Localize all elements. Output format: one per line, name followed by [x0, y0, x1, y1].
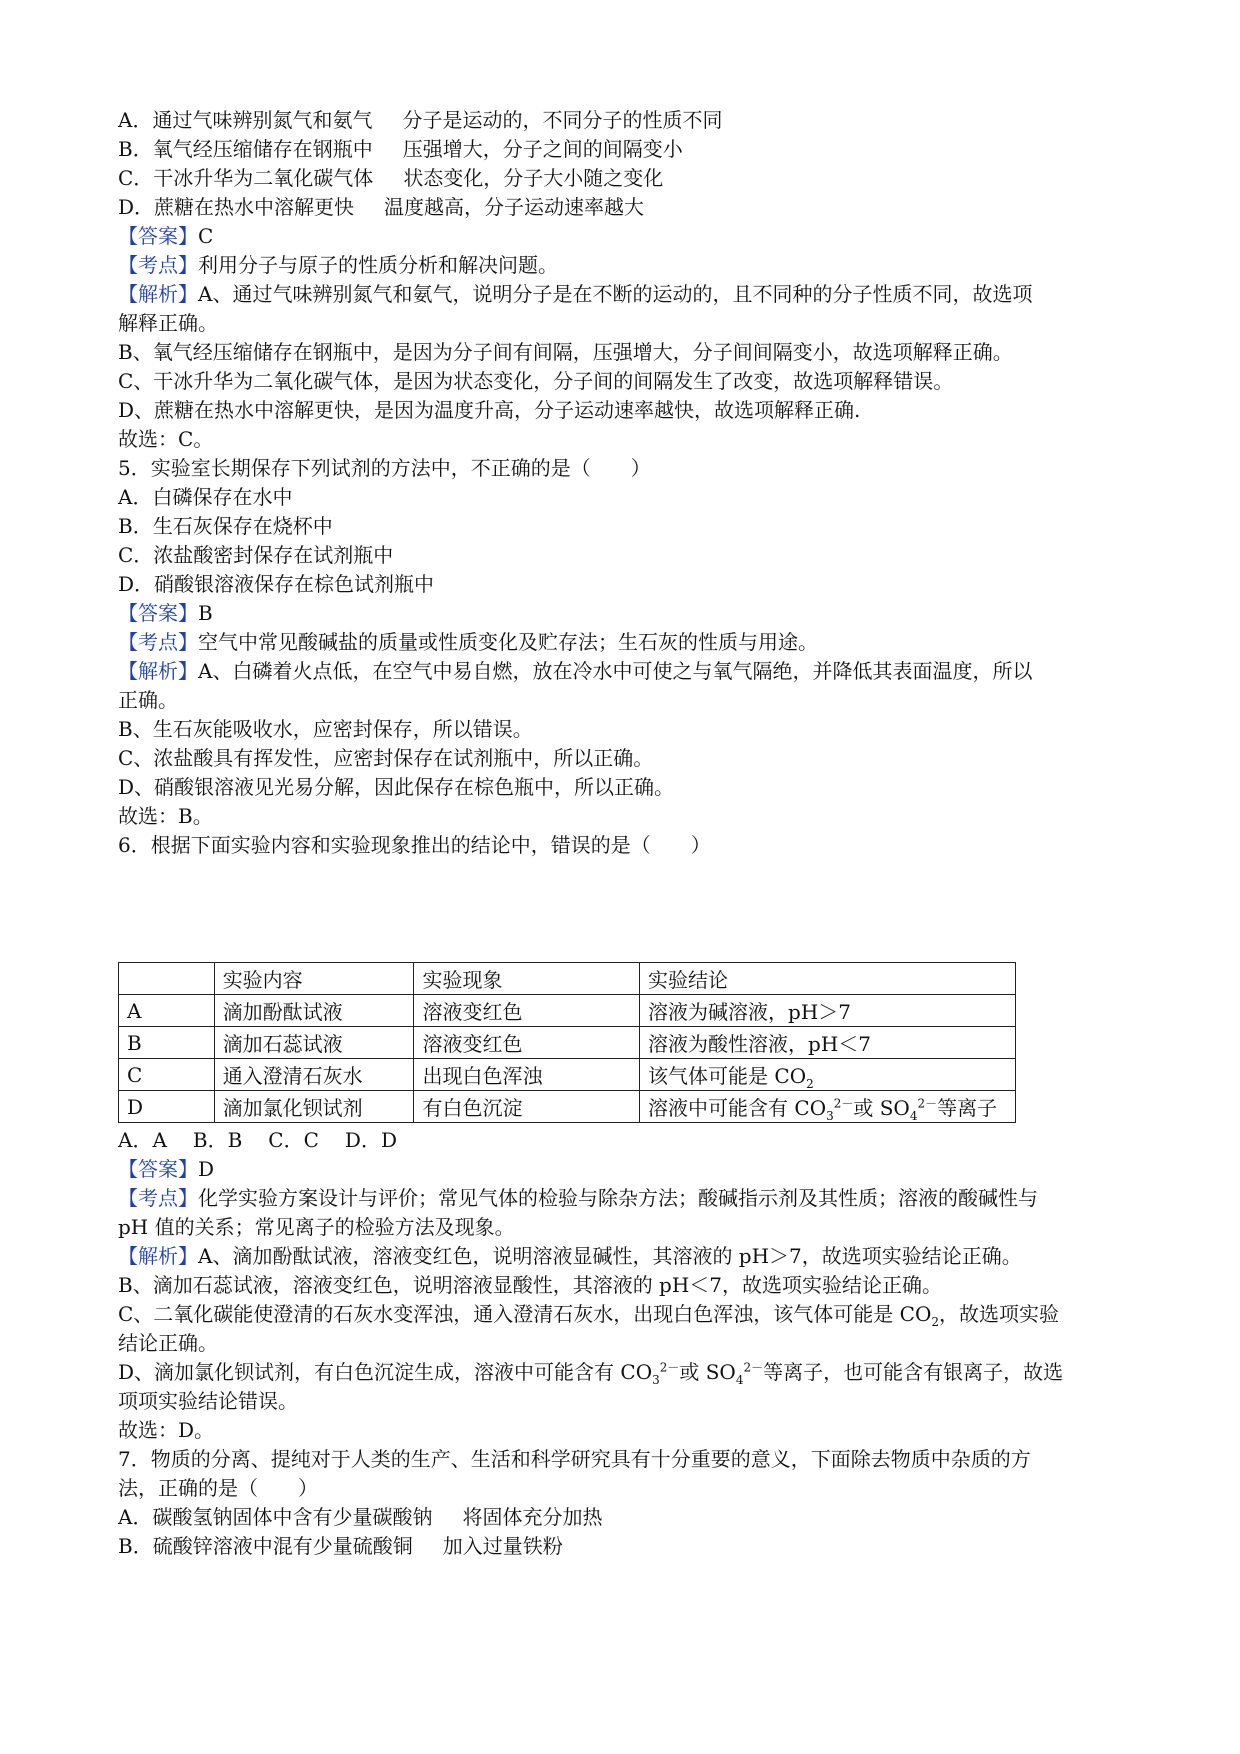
q6-analysis-a: [118, 1242, 1022, 1270]
formula-text: 溶液中可能含有 CO: [648, 1096, 827, 1120]
analysis-text: 等离子，也可能含有银离子，故选: [763, 1360, 1064, 1384]
table-cell-phenomenon: 出现白色浑浊: [414, 1059, 640, 1091]
q5-conclusion: 故选：B。: [118, 804, 213, 828]
table-cell-option: B: [119, 1027, 215, 1059]
choice: D．D: [344, 1128, 397, 1152]
table-row: [119, 1027, 1016, 1059]
q7-stem: 7．物质的分离、提纯对于人类的生产、生活和科学研究具有十分重要的意义，下面除去物质中杂质的方: [118, 1447, 1031, 1471]
analysis-text: 或 SO: [679, 1360, 736, 1384]
table-cell-phenomenon: 有白色沉淀: [414, 1091, 640, 1123]
point-tag: 【考点】: [118, 630, 198, 654]
q5-analysis-d: D、硝酸银溶液见光易分解，因此保存在棕色瓶中，所以正确。: [118, 775, 675, 799]
answer-value: D: [198, 1157, 215, 1181]
table-row: [119, 1059, 1016, 1091]
table-cell-phenomenon: 溶液变红色: [414, 1027, 640, 1059]
choice: C．C: [268, 1128, 319, 1152]
q7-option-b: [118, 1532, 563, 1560]
analysis-text: A、白磷着火点低，在空气中易自燃，放在冷水中可使之与氧气隔绝，并降低其表面温度，所以: [198, 659, 1033, 683]
formula-text: 等离子: [937, 1096, 998, 1120]
superscript: 2－: [659, 1360, 680, 1375]
table-cell-content: 滴加酚酞试液: [214, 995, 414, 1027]
q6-analysis-d-cont: 项项实验结论错误。: [118, 1389, 298, 1413]
q6-stem: 6．根据下面实验内容和实验现象推出的结论中，错误的是（ ）: [118, 833, 711, 857]
option-explanation: 分子是运动的，不同分子的性质不同: [402, 108, 723, 132]
q6-conclusion: 故选：D。: [118, 1418, 215, 1442]
table-cell-option: A: [119, 995, 215, 1027]
analysis-text: A、滴加酚酞试液，溶液变红色，说明溶液显碱性，其溶液的 pH＞7，故选项实验结论正确。: [198, 1244, 1022, 1268]
point-text: 空气中常见酸碱盐的质量或性质变化及贮存法；生石灰的性质与用途。: [198, 630, 818, 654]
q7-stem-cont: 法，正确的是（ ）: [118, 1476, 318, 1500]
q6-point-cont: pH 值的关系；常见离子的检验方法及现象。: [118, 1215, 515, 1239]
q6-analysis-b: B、滴加石蕊试液，溶液变红色，说明溶液显酸性，其溶液的 pH＜7，故选项实验结论正确。: [118, 1273, 943, 1297]
subscript: 4: [735, 1373, 744, 1387]
analysis-text: A、通过气味辨别氮气和氨气，说明分子是在不断的运动的，且不同种的分子性质不同，故选项: [198, 282, 1033, 306]
table-header-cell: 实验现象: [414, 963, 640, 995]
experiment-table: [118, 962, 1016, 1123]
subscript: 3: [652, 1373, 660, 1387]
table-cell-conclusion: [640, 1059, 1016, 1091]
subscript: 4: [909, 1109, 918, 1123]
superscript: 2－: [743, 1360, 764, 1375]
point-text: 化学实验方案设计与评价；常见气体的检验与除杂方法；酸碱指示剂及其性质；溶液的酸碱性与: [198, 1186, 1038, 1210]
option-label: C．干冰升华为二氧化碳气体: [118, 166, 374, 190]
choice: A．A: [118, 1128, 167, 1152]
q4-option-a: [118, 106, 722, 134]
table-cell-option: C: [119, 1059, 215, 1091]
table-cell-conclusion: 溶液为碱溶液，pH＞7: [640, 995, 1016, 1027]
table-cell-conclusion: 溶液为酸性溶液，pH＜7: [640, 1027, 1016, 1059]
q4-analysis-d: D、蔗糖在热水中溶解更快，是因为温度升高，分子运动速率越快，故选项解释正确.: [118, 398, 861, 422]
analysis-text: ，故选项实验: [939, 1302, 1059, 1326]
option-explanation: 温度越高，分子运动速率越大: [384, 195, 645, 219]
option-label: B．硫酸锌溶液中混有少量硫酸铜: [118, 1534, 413, 1558]
q4-option-d: [118, 193, 644, 221]
q5-option-d: D．硝酸银溶液保存在棕色试剂瓶中: [118, 572, 435, 596]
q4-option-c: [118, 164, 663, 192]
analysis-text: C、二氧化碳能使澄清的石灰水变浑浊，通入澄清石灰水，出现白色浑浊，该气体可能是 CO: [118, 1302, 932, 1326]
answer-value: C: [198, 224, 214, 248]
q4-analysis-c: C、干冰升华为二氧化碳气体，是因为状态变化，分子间的间隔发生了改变，故选项解释错误。: [118, 369, 954, 393]
option-label: A．碳酸氢钠固体中含有少量碳酸钠: [118, 1505, 433, 1529]
q6-choices: [118, 1126, 397, 1154]
superscript: 2－: [833, 1096, 854, 1111]
q5-analysis-a-cont: 正确。: [118, 688, 178, 712]
q5-analysis-c: C、浓盐酸具有挥发性，应密封保存在试剂瓶中，所以正确。: [118, 746, 654, 770]
q5-analysis-a: [118, 657, 1032, 685]
answer-tag: 【答案】: [118, 601, 198, 625]
table-header-cell: 实验结论: [640, 963, 1016, 995]
analysis-tag: 【解析】: [118, 282, 198, 306]
option-method: 加入过量铁粉: [442, 1534, 563, 1558]
option-method: 将固体充分加热: [462, 1505, 603, 1529]
formula-text: 或 SO: [853, 1096, 910, 1120]
q4-point: [118, 251, 558, 279]
q4-analysis-b: B、氧气经压缩储存在钢瓶中，是因为分子间有间隔，压强增大，分子间间隔变小，故选项解释正确。: [118, 340, 1013, 364]
table-header-row: [119, 963, 1016, 995]
table-cell-conclusion: [640, 1091, 1016, 1123]
subscript: 2: [931, 1315, 939, 1329]
q4-option-b: [118, 135, 683, 163]
option-label: A．通过气味辨别氮气和氨气: [118, 108, 373, 132]
q4-analysis-a: [118, 280, 1032, 308]
option-explanation: 状态变化，分子大小随之变化: [403, 166, 664, 190]
analysis-tag: 【解析】: [118, 1244, 198, 1268]
analysis-text: D、滴加氯化钡试剂，有白色沉淀生成，溶液中可能含有 CO: [118, 1360, 653, 1384]
option-explanation: 压强增大，分子之间的间隔变小: [402, 137, 683, 161]
table-cell-content: 滴加氯化钡试剂: [214, 1091, 414, 1123]
point-tag: 【考点】: [118, 1186, 198, 1210]
table-header-cell: 实验内容: [214, 963, 414, 995]
q5-option-c: C．浓盐酸密封保存在试剂瓶中: [118, 543, 394, 567]
analysis-tag: 【解析】: [118, 659, 198, 683]
q6-answer: [118, 1155, 214, 1183]
q5-option-b: B．生石灰保存在烧杯中: [118, 514, 333, 538]
table-cell-phenomenon: 溶液变红色: [414, 995, 640, 1027]
q5-point: [118, 628, 818, 656]
q5-stem: 5．实验室长期保存下列试剂的方法中，不正确的是（ ）: [118, 456, 651, 480]
answer-value: B: [198, 601, 213, 625]
q7-option-a: [118, 1503, 602, 1531]
q5-answer: [118, 599, 213, 627]
table-cell-content: 通入澄清石灰水: [214, 1059, 414, 1091]
formula-text: 该气体可能是 CO: [648, 1064, 807, 1088]
q5-analysis-b: B、生石灰能吸收水，应密封保存，所以错误。: [118, 717, 533, 741]
table-row: [119, 1091, 1016, 1123]
option-label: D．蔗糖在热水中溶解更快: [118, 195, 355, 219]
q6-analysis-c-cont: 结论正确。: [118, 1331, 218, 1355]
point-text: 利用分子与原子的性质分析和解决问题。: [198, 253, 558, 277]
q5-option-a: A．白磷保存在水中: [118, 485, 293, 509]
q4-analysis-a-cont: 解释正确。: [118, 311, 218, 335]
table-header-cell: [119, 963, 215, 995]
q4-conclusion: 故选：C。: [118, 427, 214, 451]
choice: B．B: [192, 1128, 243, 1152]
answer-tag: 【答案】: [118, 224, 198, 248]
q6-analysis-d: [118, 1358, 1063, 1386]
table-cell-option: D: [119, 1091, 215, 1123]
point-tag: 【考点】: [118, 253, 198, 277]
table-cell-content: 滴加石蕊试液: [214, 1027, 414, 1059]
subscript: 3: [826, 1109, 834, 1123]
superscript: 2－: [917, 1096, 938, 1111]
q4-answer: [118, 222, 213, 250]
table-row: [119, 995, 1016, 1027]
option-label: B．氧气经压缩储存在钢瓶中: [118, 137, 373, 161]
subscript: 2: [806, 1077, 814, 1091]
q6-point: [118, 1184, 1038, 1212]
q6-analysis-c: [118, 1300, 1059, 1328]
answer-tag: 【答案】: [118, 1157, 198, 1181]
